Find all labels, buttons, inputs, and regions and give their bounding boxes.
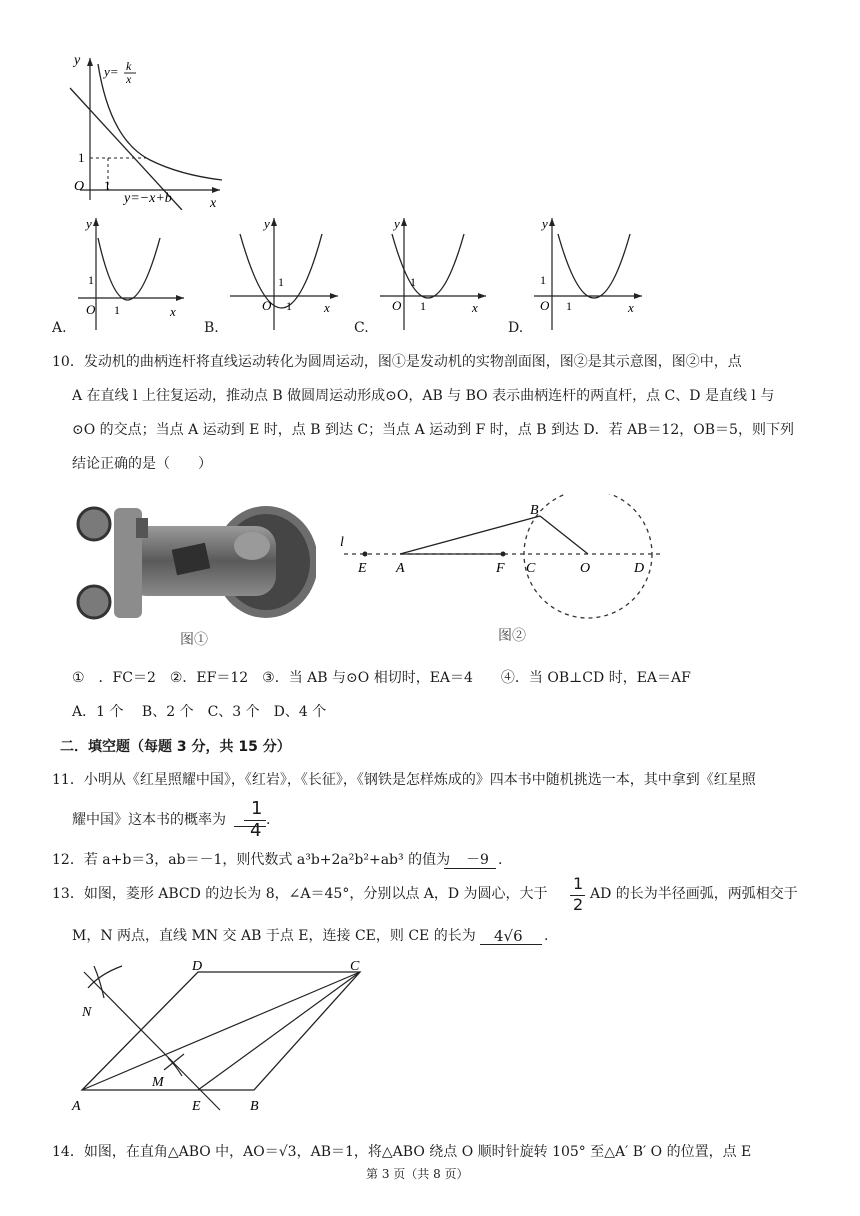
rhombus-diagram bbox=[70, 958, 380, 1118]
option-b-label: B. bbox=[204, 320, 219, 336]
q11-answer-fraction: 1 4 bbox=[238, 798, 274, 842]
svg-text:1: 1 bbox=[88, 273, 94, 287]
q13-answer-underline bbox=[480, 944, 542, 945]
svg-text:y: y bbox=[542, 216, 548, 231]
svg-text:N: N bbox=[82, 1005, 92, 1020]
option-a-label: A. bbox=[52, 320, 67, 336]
svg-text:x: x bbox=[628, 300, 634, 315]
svg-text:1: 1 bbox=[420, 299, 426, 313]
y-axis-label: y bbox=[74, 53, 81, 68]
svg-text:A: A bbox=[396, 561, 405, 576]
x-axis-label: x bbox=[210, 196, 217, 210]
svg-text:1: 1 bbox=[410, 275, 416, 289]
q13-line1-b: AD 的长为半径画弧，两弧相交于 bbox=[590, 886, 798, 902]
section-heading: 二．填空题（每题 3 分，共 15 分） bbox=[60, 739, 291, 755]
svg-text:D: D bbox=[192, 959, 203, 974]
q10-line3: ⊙O 的交点；当点 A 运动到 E 时，点 B 到达 C；当点 A 运动到 F 时，点 B 到达 D．若 AB＝12，OB＝5，则下列 bbox=[72, 422, 794, 438]
q12-period: . bbox=[498, 852, 503, 868]
svg-text:B: B bbox=[530, 503, 539, 518]
tick-y-label: 1 bbox=[78, 150, 85, 165]
option-c-label: C. bbox=[354, 320, 369, 336]
svg-text:x: x bbox=[170, 304, 176, 319]
q10-statements: ① ．FC＝2 ②．EF＝12 ③．当 AB 与⊙O 相切时，EA＝4 ④．当 OB⊥CD 时，EA＝AF bbox=[72, 670, 691, 686]
svg-text:C: C bbox=[350, 959, 360, 974]
svg-text:O: O bbox=[580, 561, 591, 576]
q10-line2: A 在直线 l 上往复运动，推动点 B 做圆周运动形成⊙O，AB 与 BO 表示曲柄连杆的两直杆，点 C、D 是直线 l 与 bbox=[72, 388, 775, 404]
q11-line2: 耀中国》这本书的概率为 bbox=[72, 812, 226, 828]
svg-text:y: y bbox=[86, 216, 92, 231]
crank-diagram bbox=[330, 494, 670, 634]
svg-text:O: O bbox=[540, 298, 550, 313]
q13-period: . bbox=[544, 928, 549, 944]
svg-text:x: x bbox=[472, 300, 478, 315]
svg-text:O: O bbox=[392, 298, 402, 313]
q13-answer: 4√6 bbox=[494, 927, 523, 945]
svg-text:1: 1 bbox=[278, 275, 284, 289]
svg-text:1: 1 bbox=[540, 273, 546, 287]
option-d-label: D. bbox=[508, 320, 524, 336]
svg-text:O: O bbox=[86, 302, 96, 317]
svg-text:F: F bbox=[496, 561, 505, 576]
hyperbola-label-num: k bbox=[126, 59, 132, 73]
q11-answer-underline bbox=[234, 826, 266, 827]
svg-text:B: B bbox=[250, 1099, 259, 1114]
svg-text:E: E bbox=[192, 1099, 201, 1114]
q13-half-fraction: 1 2 bbox=[568, 876, 588, 916]
svg-text:y: y bbox=[264, 216, 270, 231]
q13-line2: M，N 两点，直线 MN 交 AB 于点 E，连接 CE，则 CE 的长为 bbox=[72, 928, 476, 944]
option-d-graph bbox=[530, 212, 650, 332]
q11-line1: 11．小明从《红星照耀中国》，《红岩》，《长征》，《钢铁是怎样炼成的》四本书中随机挑选一本，其中拿到《红星照 bbox=[52, 772, 756, 788]
svg-text:C: C bbox=[526, 561, 536, 576]
svg-text:A: A bbox=[72, 1099, 81, 1114]
option-b-graph bbox=[226, 212, 346, 332]
svg-text:M: M bbox=[152, 1075, 164, 1090]
q13-line1-a: 13．如图，菱形 ABCD 的边长为 8，∠A＝45°，分别以点 A，D 为圆心，大于 bbox=[52, 886, 548, 902]
q10-choices: A．1 个 B、2 个 C、3 个 D、4 个 bbox=[72, 704, 327, 720]
hyperbola-label-prefix: y= bbox=[104, 64, 119, 79]
svg-text:E: E bbox=[358, 561, 367, 576]
q10-line1: 10．发动机的曲柄连杆将直线运动转化为圆周运动，图①是发动机的实物剖面图，图②是其示意图，图②中，点 bbox=[52, 354, 742, 370]
svg-text:1: 1 bbox=[566, 299, 572, 313]
option-c-graph bbox=[376, 212, 496, 332]
svg-text:O: O bbox=[262, 298, 272, 313]
svg-text:x: x bbox=[324, 300, 330, 315]
engine-photo bbox=[66, 498, 316, 628]
hyperbola-label-den: x bbox=[126, 72, 132, 86]
svg-text:D: D bbox=[634, 561, 645, 576]
fig2-caption: 图② bbox=[498, 628, 526, 644]
q14-line1: 14．如图，在直角△ABO 中，AO＝√3，AB＝1，将△ABO 绕点 O 顺时针旋转 105° 至△A′ B′ O 的位置，点 E bbox=[52, 1144, 752, 1160]
q10-line4: 结论正确的是（ ） bbox=[72, 456, 212, 472]
page-footer: 第 3 页（共 8 页） bbox=[366, 1167, 469, 1181]
svg-text:1: 1 bbox=[286, 299, 292, 313]
tick-x-label: 1 bbox=[104, 178, 111, 193]
svg-text:1: 1 bbox=[114, 303, 120, 317]
svg-text:y: y bbox=[394, 216, 400, 231]
hyperbola-line-graph bbox=[60, 50, 230, 210]
svg-text:l: l bbox=[340, 535, 344, 550]
q12-answer: －9 bbox=[466, 852, 489, 868]
origin-label: O bbox=[74, 179, 85, 194]
option-a-graph bbox=[74, 212, 194, 332]
q12-answer-underline bbox=[444, 868, 496, 869]
q11-period: . bbox=[266, 812, 271, 828]
line-label: y=−x+b bbox=[124, 191, 172, 206]
q12-text: 12．若 a+b＝3，ab＝－1，则代数式 a³b+2a²b²+ab³ 的值为 bbox=[52, 852, 451, 868]
fig1-caption: 图① bbox=[180, 632, 208, 648]
